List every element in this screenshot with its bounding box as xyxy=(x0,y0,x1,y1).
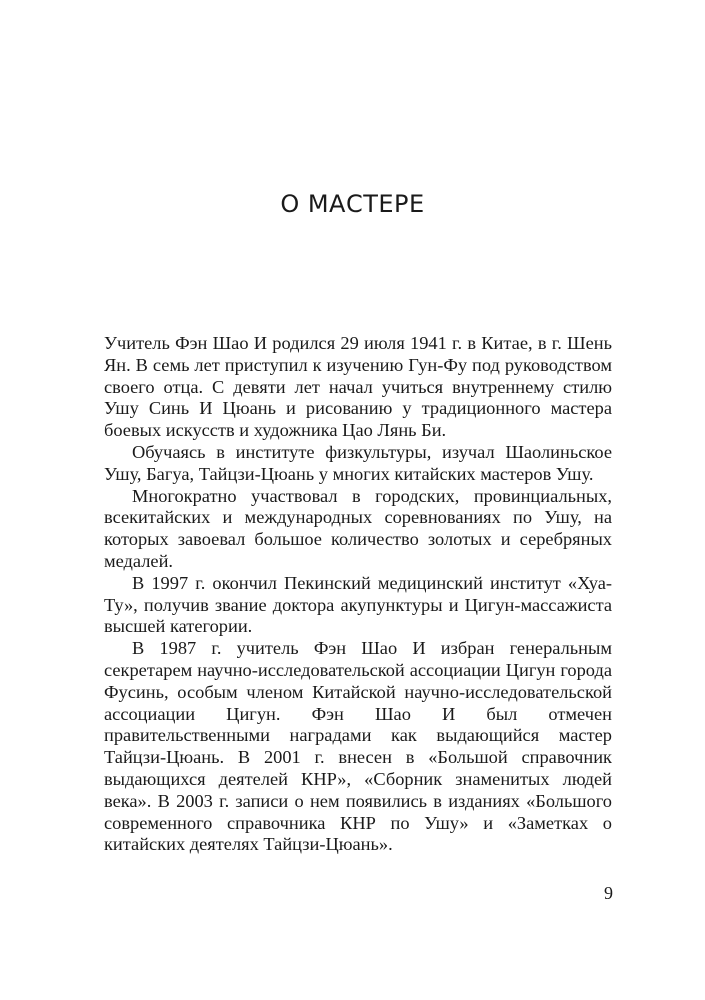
chapter-title: О МАСТЕРЕ xyxy=(280,190,425,218)
paragraph-3: Многократно участвовал в городских, провинциальных, всекитайских и международных соревнованиях по Ушу, на которых завоевал большое количество золотых и серебряных медалей. xyxy=(104,485,612,571)
body-text xyxy=(104,333,612,856)
page-number: 9 xyxy=(604,883,613,903)
paragraph-2: Обучаясь в институте физкультуры, изучал Шаолиньское Ушу, Багуа, Тайцзи-Цюань у многих китайских мастеров Ушу. xyxy=(104,441,612,484)
paragraph-4: В 1997 г. окончил Пекинский медицинский институт «Хуа-Ту», получив звание доктора акупунктуры и Цигун-массажиста высшей категории. xyxy=(104,572,612,637)
paragraph-1: Учитель Фэн Шао И родился 29 июля 1941 г. в Китае, в г. Шень Ян. В семь лет приступил к изучению Гун-Фу под руководством своего отца. С девяти лет начал учиться внутреннему стилю Ушу Синь И Цюань и рисованию у традиционного мастера боевых искусств и художника Цао Лянь Би. xyxy=(104,333,612,441)
paragraph-5: В 1987 г. учитель Фэн Шао И избран генеральным секретарем научно-исследовательской ассоциации Цигун города Фусинь, особым членом Китайской научно-исследовательской ассоциации Цигун. Фэн Шао И был отмечен правительственными наградами как выдающийся мастер Тайцзи-Цюань. В 2001 г. внесен в «Большой справочник выдающихся деятелей КНР», «Сборник знаменитых людей века». В 2003 г. записи о нем появились в изданиях «Большого современного справочника КНР по Ушу» и «Заметках о китайских деятелях Тайцзи-Цюань». xyxy=(104,638,612,855)
